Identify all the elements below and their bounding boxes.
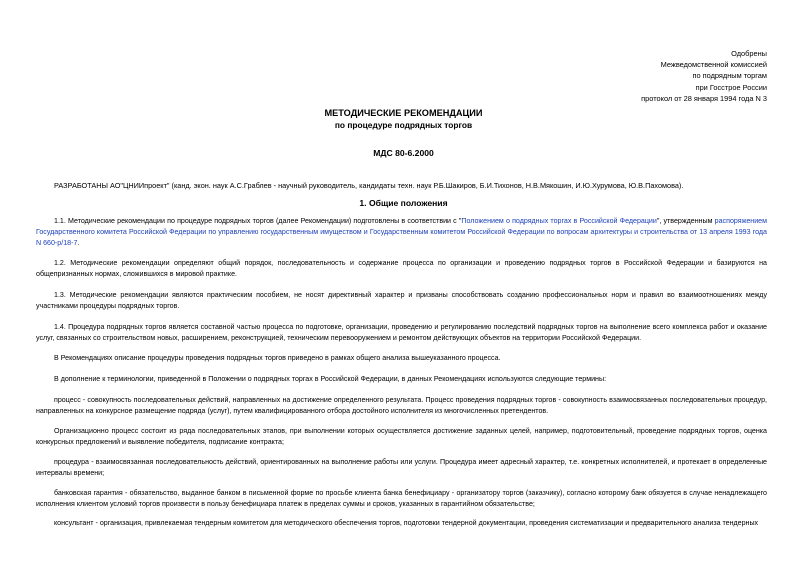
document-subtitle: по процедуре подрядных торгов: [334, 120, 473, 130]
developed-by-text: РАЗРАБОТАНЫ АО"ЦНИИпроект" (канд. экон. наук А.С.Граблев - научный руководитель, кандидаты техн. наук Р.Б.Шакиров, Б.И.Тихонов, Н.В.Мякошин, И.Ю.Хурумова, Ю.В.Пахомова).: [54, 181, 684, 190]
paragraph-text: .: [77, 238, 80, 247]
approval-stamp: [507, 48, 767, 104]
paragraph-1-1: [36, 216, 767, 248]
paragraph-1-4: 1.4. Процедура подрядных торгов является составной частью процесса по подготовке, организации, проведению и регулированию последствий подрядных торгов на выполнение всего комплекса работ и оказание услуг, связанных со строительством новых, расширением, реконструкцией, техническим перевооружением и ремонтом действующих объектов на территории Российской Федерации.: [36, 323, 767, 342]
paragraph-description: В Рекомендациях описание процедуры проведения подрядных торгов приведено в рамках общего анализа вышеуказанного процесса.: [54, 354, 501, 362]
approval-line: Одобрены: [731, 49, 767, 58]
paragraph-text: ", утвержденным: [656, 217, 715, 225]
approval-line: по подрядным торгам: [692, 71, 767, 81]
paragraph-text: 1.1. Методические рекомендации по процедуре подрядных торгов (далее Рекомендации) подготовлены в соответствии с ": [54, 217, 462, 225]
term-procedure: процедура - взаимосвязанная последовательность действий, ориентированных на выполнение работы или услуги. Процедура имеет адресный характер, т.е. конкретных исполнителей, и протекает в определенные интервалы времени;: [36, 458, 767, 477]
paragraph-terminology: В дополнение к терминологии, приведенной в Положении о подрядных торгах в Российской Федерации, в данных Рекомендациях используются следующие термины:: [54, 375, 607, 383]
document-code: МДС 80-6.2000: [373, 148, 434, 158]
section-title: 1. Общие положения: [359, 198, 448, 208]
paragraph-1-3: 1.3. Методические рекомендации являются практическим пособием, не носят директивный характер и призваны способствовать созданию профессиональных норм и правил во взаимоотношениях между участниками процедуры подрядных торгов.: [36, 291, 767, 310]
regulation-link[interactable]: Положением о подрядных торгах в Российской Федерации: [461, 217, 657, 225]
decree-link[interactable]: распоряжением Государственного комитета Российской Федерации по управлению государственным имуществом и Государственным комитетом Российской Федерации по вопросам архитектуры и строительства от 13 апреля 1993 года N 660-р/18-7: [36, 217, 767, 247]
document-title: МЕТОДИЧЕСКИЕ РЕКОМЕНДАЦИИ: [324, 108, 483, 118]
term-consultant: консультант - организация, привлекаемая тендерным комитетом для методического обеспечения торгов, подготовки тендерной документации, проведения систематизации и предварительного анализа тендерных: [54, 519, 759, 527]
approval-line: при Госстрое России: [695, 82, 767, 92]
term-process: процесс - совокупность последовательных действий, направленных на достижение определенного результата. Процесс проведения подрядных торгов - совокупность взаимосвязанных последовательных процедур, направленных на конкурсное размещение подряда (услуг), путем квалифицированного отбора достойного исполнителя из многочисленных претендентов.: [36, 396, 767, 415]
approval-line: протокол от 28 января 1994 года N 3: [641, 93, 767, 103]
term-bank-guarantee: банковская гарантия - обязательство, выданное банком в письменной форме по просьбе клиента банка бенефициару - организатору торгов (заказчику), согласно которому банк обязуется в случае ненадлежащего исполнения клиентом условий торгов произвести в пользу бенефициара платеж в пределах суммы и сроков, указанных в гарантийном обязательстве;: [36, 489, 767, 508]
approval-line: Межведомственной комиссией: [660, 60, 767, 70]
paragraph-1-2: 1.2. Методические рекомендации определяют общий порядок, последовательность и содержание процесса по организации и проведению подрядных торгов в Российской Федерации и базируются на общепризнанных нормах, сложившихся в мировой практике.: [36, 259, 767, 278]
paragraph-stages: Организационно процесс состоит из ряда последовательных этапов, при выполнении которых осуществляется достижение заданных целей, например, подготовительный, проведение подрядных торгов, оценка конкурсных предложений и выявление победителя, подписание контракта;: [36, 427, 767, 446]
